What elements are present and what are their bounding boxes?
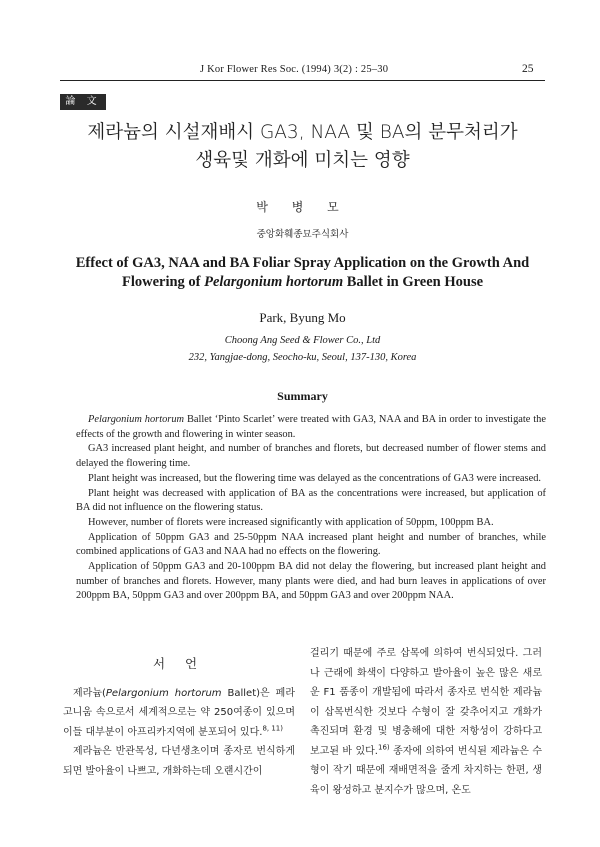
- header-rule: [60, 80, 545, 81]
- intro-p1-pre: 제라늄(: [73, 687, 106, 699]
- intro-paragraph: [310, 644, 542, 800]
- english-title-line1: Effect of GA3, NAA and BA Foliar Spray Application on the Growth And: [75, 255, 530, 271]
- intro-p1-post: Ballet)은 페라고니움 속으로서 세계적으로는 약 250여종이 있으며 이들 대부분이 아프리카지역에 분포되어 있다.: [63, 687, 295, 738]
- korean-title-line2: 생육및 개화에 미치는 영향: [195, 150, 410, 171]
- intro-species: Pelargonium hortorum: [105, 687, 222, 699]
- english-title-line2: [60, 274, 545, 291]
- summary-paragraph: Application of 50ppm GA3 and 25-50ppm NAA increased plant height and number of branches, while combined applications of GA3 and NAA had no effects on the flowering.: [76, 531, 546, 558]
- summary-paragraph: However, number of florets were increased significantly with application of 50ppm, 100ppm BA.: [88, 516, 494, 528]
- article-type-badge: 論 文: [60, 94, 106, 110]
- summary-heading: Summary: [277, 389, 328, 403]
- title-prefix: Flowering of: [121, 274, 205, 290]
- korean-affiliation: 중앙화훼종묘주식회사: [256, 229, 349, 240]
- summary-paragraph: Plant height was increased, but the flowering time was delayed as the concentrations of GA3 were increased.: [88, 472, 541, 484]
- intro-paragraph: [63, 684, 295, 743]
- english-author: Park, Byung Mo: [259, 310, 346, 325]
- reference-marker: 8, 11): [262, 724, 283, 733]
- summary-p1-text: Ballet ‘Pinto Scarlet’ were treated with GA3, NAA and BA in order to investigate the effects of the growth and flowering in winter season.: [76, 414, 546, 440]
- korean-title-line1: 제라늄의 시설재배시 GA3, NAA 및 BA의 분무처리가: [87, 122, 518, 143]
- page-number: 25: [522, 63, 534, 75]
- summary-paragraph: [76, 413, 546, 442]
- title-suffix: Ballet in Green House: [343, 274, 484, 290]
- summary-species: Pelargonium hortorum: [88, 414, 185, 425]
- intro-right-text-cont: 종자에 의하여 번식된 제라늄은 수형이 작기 때문에 재배면적을 줄게 차지하는 한편, 생육이 왕성하고 분지수가 많으며, 온도: [310, 745, 543, 796]
- intro-right-text: 걸리기 때문에 주로 삽목에 의하여 번식되었다. 그러나 근래에 화색이 다양하고 발아율이 높은 많은 새로운 F1 품종이 개발됨에 따라서 종자로 번식한 제라늄이 삽목번식한 것보다 수형이 잘 갖추어지고 개화가 촉진되며 환경 및 병충해에 대한 저항성이 강하다고 보고된 바 있다.: [310, 648, 542, 757]
- journal-citation: J Kor Flower Res Soc. (1994) 3(2) : 25–30: [200, 64, 389, 75]
- summary-body: [76, 413, 546, 604]
- summary-paragraph: GA3 increased plant height, and number of branches and florets, but decreased number of flower stems and delayed the flowering time.: [76, 443, 546, 470]
- korean-author: 박 병 모: [256, 200, 349, 214]
- introduction-heading: 서 언: [152, 656, 206, 671]
- intro-right-column: [310, 644, 542, 800]
- summary-paragraph: Plant height was decreased with application of BA as the concentrations were increased, but application of BA did not influence on the flowering status.: [76, 487, 546, 514]
- reference-marker: 16): [378, 743, 390, 752]
- summary-paragraph: Application of 50ppm GA3 and 20-100ppm BA did not delay the flowering, but increased plant height and number of branches and florets. However, many plants were died, and had burn leaves in applications of over 200ppm BA, 50ppm GA3 and over 200ppm BA, and 50ppm GA3 and over 200ppm NAA.: [76, 561, 546, 602]
- intro-left-column: [63, 640, 295, 781]
- title-species: Pelargonium hortorum: [204, 274, 344, 290]
- english-affiliation-company: Choong Ang Seed & Flower Co., Ltd: [224, 335, 381, 346]
- english-affiliation-address: 232, Yangjae-dong, Seocho-ku, Seoul, 137-130, Korea: [188, 352, 417, 363]
- intro-paragraph: 제라늄은 반관목성, 다년생초이며 종자로 번식하게 되면 발아율이 나쁘고, 개화하는데 오랜시간이: [63, 746, 295, 777]
